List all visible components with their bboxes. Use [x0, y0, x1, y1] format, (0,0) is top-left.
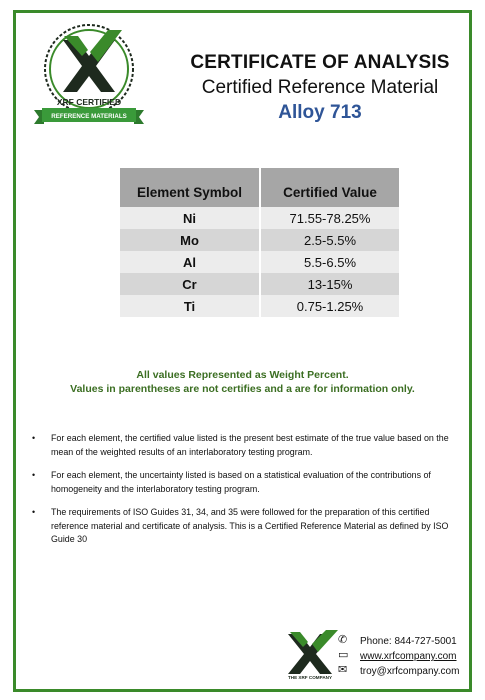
list-item	[32, 432, 452, 459]
weight-percent-notes	[40, 368, 445, 396]
certified-values-table	[120, 168, 399, 317]
certificate-header	[170, 52, 470, 124]
contact-info	[360, 634, 459, 679]
notes-line-2: Values in parentheses are not certifies and a are for information only.	[70, 383, 415, 395]
email-icon: ✉	[338, 664, 348, 676]
alloy-name: Alloy 713	[278, 102, 362, 123]
table-row	[120, 229, 399, 251]
phone-number: Phone: 844-727-5001	[360, 636, 457, 647]
bullet-icon: •	[32, 470, 36, 480]
certificate-subtitle: Certified Reference Material	[201, 77, 439, 98]
certified-value: 2.5-5.5%	[260, 229, 399, 251]
bullet-text: For each element, the uncertainty listed is based on a statistical evaluation of the contributions of homogeneity and the interlaboratory testing program.	[51, 470, 431, 494]
certified-value: 71.55-78.25%	[260, 207, 399, 229]
certified-value: 13-15%	[260, 273, 399, 295]
computer-icon: ▭	[338, 649, 349, 661]
list-item	[32, 506, 452, 547]
certified-value: 5.5-6.5%	[260, 251, 399, 273]
element-symbol: Ni	[120, 207, 260, 229]
notes-line-1: All values Represented as Weight Percent.	[136, 369, 349, 381]
ribbon-text: REFERENCE MATERIALS	[51, 113, 127, 120]
bullet-text: For each element, the certified value listed is the present best estimate of the true value based on the mean of the weighted results of an interlaboratory testing program.	[51, 433, 449, 457]
column-header-certified-value: Certified Value	[260, 168, 399, 207]
certificate-title: CERTIFICATE OF ANALYSIS	[190, 52, 450, 73]
website-link[interactable]: www.xrfcompany.com	[360, 651, 457, 662]
email-address[interactable]: troy@xrfcompany.com	[360, 666, 460, 677]
xrf-company-logo	[286, 630, 342, 680]
xrf-certified-logo	[30, 22, 148, 134]
contact-icons	[338, 633, 356, 678]
badge-text: XRF CERTIFIED	[56, 97, 122, 107]
element-symbol: Ti	[120, 295, 260, 317]
element-symbol: Cr	[120, 273, 260, 295]
phone-icon: ✆	[338, 634, 348, 646]
table-row	[120, 295, 399, 317]
element-symbol: Al	[120, 251, 260, 273]
certification-bullets	[32, 432, 452, 557]
company-logo-text: THE XRF COMPANY	[287, 675, 333, 680]
list-item	[32, 469, 452, 496]
certified-value: 0.75-1.25%	[260, 295, 399, 317]
table-header-row	[120, 168, 399, 207]
column-header-element-symbol: Element Symbol	[120, 168, 260, 207]
bullet-icon: •	[32, 507, 36, 517]
table-row	[120, 207, 399, 229]
element-symbol: Mo	[120, 229, 260, 251]
table-row	[120, 273, 399, 295]
bullet-icon: •	[32, 433, 36, 443]
table-row	[120, 251, 399, 273]
bullet-text: The requirements of ISO Guides 31, 34, and 35 were followed for the preparation of this certified reference material and certificate of analysis. This is a Certified Reference Material as defined by ISO Guide 30	[51, 507, 449, 544]
